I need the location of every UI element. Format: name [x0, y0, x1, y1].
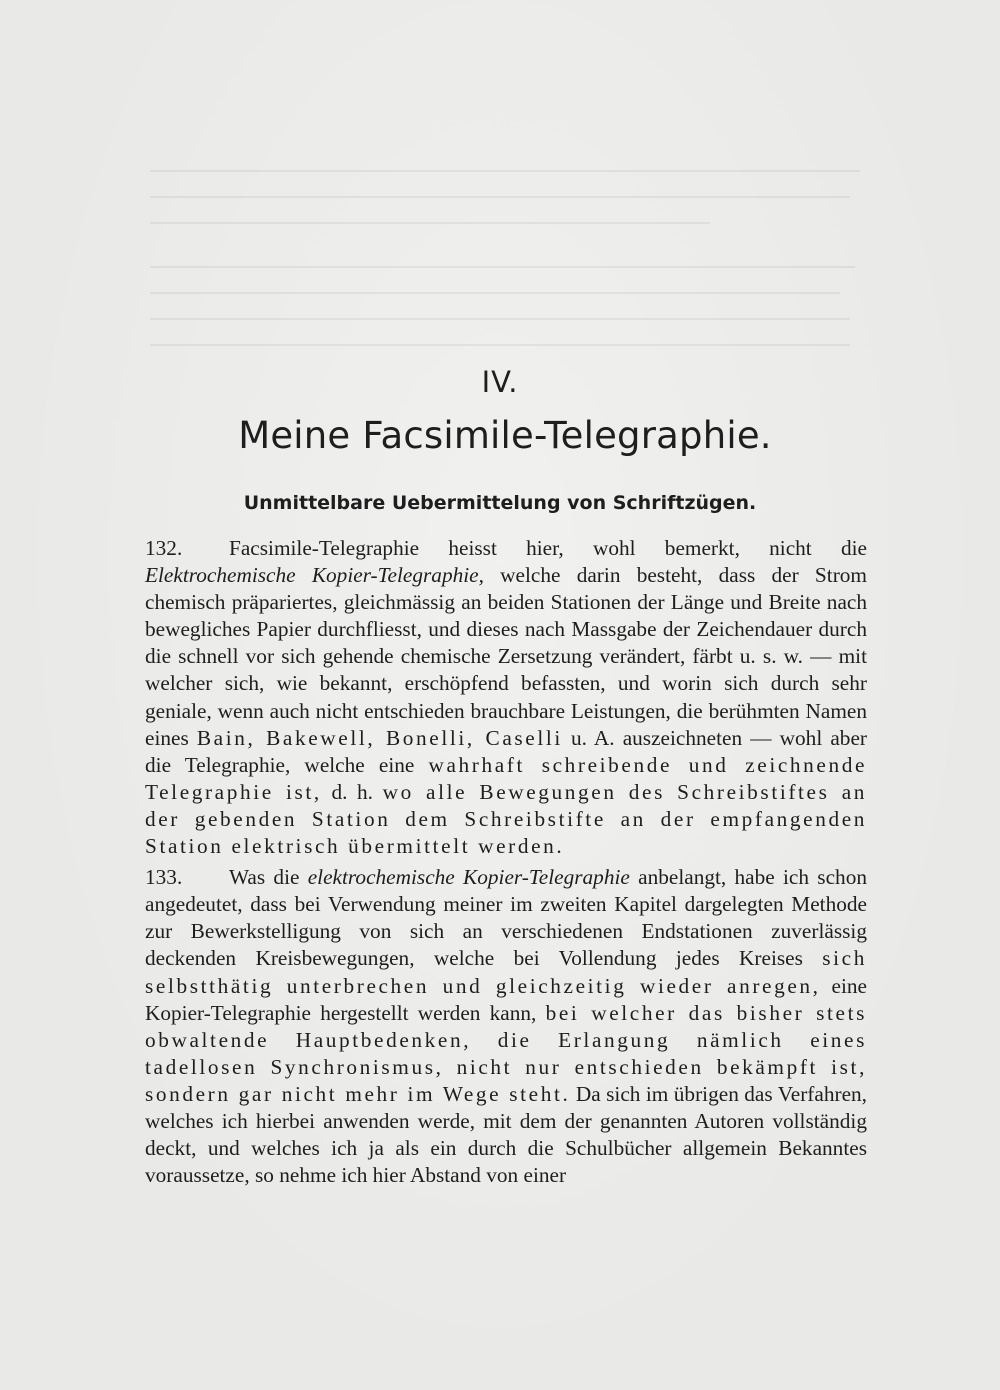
- bleed-through-line: [150, 196, 850, 198]
- chapter-title: Meine Facsimile-Telegraphie.: [238, 414, 772, 457]
- text-run: d. h.: [321, 779, 383, 804]
- text-run: anbelangt, habe ich schon angedeutet, dass bei Verwendung meiner im zweiten Kapitel dargelegten Methode zur Bewerkstelligung von sich an verschiedenen Endstationen zuverlässig deckenden Kreisbewegungen, welche bei Vollendung jedes Kreises: [145, 865, 867, 971]
- paragraph-133: [145, 864, 867, 1189]
- spaced-emphasis-text: wahrhaft schreibende und zeichnende Telegraphie ist,: [145, 752, 867, 804]
- bleed-through-line: [150, 170, 860, 172]
- text-run: Da sich im übrigen das Verfahren, welches ich hierbei anwenden werde, mit dem der genannten Autoren vollständig deckt, und welches ich ja als ein durch die Schulbücher allgemein Bekanntes voraussetze, so nehme ich hier Abstand von einer: [145, 1081, 868, 1188]
- text-run: eine Kopier-Telegraphie hergestellt werden kann,: [145, 973, 867, 1025]
- bleed-through-line: [150, 344, 850, 346]
- bleed-through-line: [150, 222, 710, 224]
- text-run: Facsimile-Telegraphie heisst hier, wohl bemerkt, nicht die: [229, 536, 867, 560]
- text-run: welche darin besteht, dass der Strom chemisch präpariertes, gleichmässig an beiden Stationen der Länge und Breite nach bewegliches Papier durchfliesst, und dieses nach Massgabe der Zeichendauer durch die schnell vor sich gehende chemische Zersetzung verändert, färbt u. s. w. — mit welcher sich, wie bekannt, erschöpfend befassten, und worin sich durch sehr geniale, wenn auch nicht entschieden brauchbare Leistungen, die berühmten Namen eines: [145, 563, 867, 750]
- paragraph-132: [145, 535, 867, 860]
- paragraph-text: [145, 536, 867, 858]
- paragraph-number: 133.: [145, 865, 183, 890]
- bleed-through-line: [150, 318, 850, 320]
- paragraph-number: 132.: [145, 536, 183, 560]
- spaced-emphasis-text: wo alle Bewegungen des Schreibstiftes an der gebenden Station dem Schreibstifte an der empfangenden Station elektrisch übermittelt werden.: [145, 779, 868, 859]
- paragraph-text: [145, 865, 867, 1187]
- italic-text: elektrochemische Kopier-Telegraphie: [307, 865, 630, 890]
- bleed-through-line: [150, 266, 855, 268]
- spaced-emphasis-text: Bain, Bakewell, Bonelli, Caselli: [196, 725, 563, 750]
- bleed-through-line: [150, 292, 840, 294]
- italic-text: Elektrochemische Kopier-Telegraphie,: [145, 563, 484, 588]
- text-run: u. A. auszeichneten — wohl aber die Telegraphie, welche eine: [145, 725, 867, 777]
- text-run: Was die: [229, 865, 308, 890]
- spaced-emphasis-text: sich selbstthätig unterbrechen und gleichzeitig wieder anregen,: [145, 946, 867, 998]
- chapter-subtitle: Unmittelbare Uebermittelung von Schriftzügen.: [243, 492, 757, 514]
- body-text: [145, 535, 867, 1189]
- spaced-emphasis-text: bei welcher das bisher stets obwaltende Hauptbedenken, die Erlangung nämlich eines tadellosen Synchronismus, nicht nur entschieden bekämpft ist, sondern gar nicht mehr im Wege steht.: [145, 1000, 867, 1106]
- chapter-number: IV.: [481, 365, 519, 399]
